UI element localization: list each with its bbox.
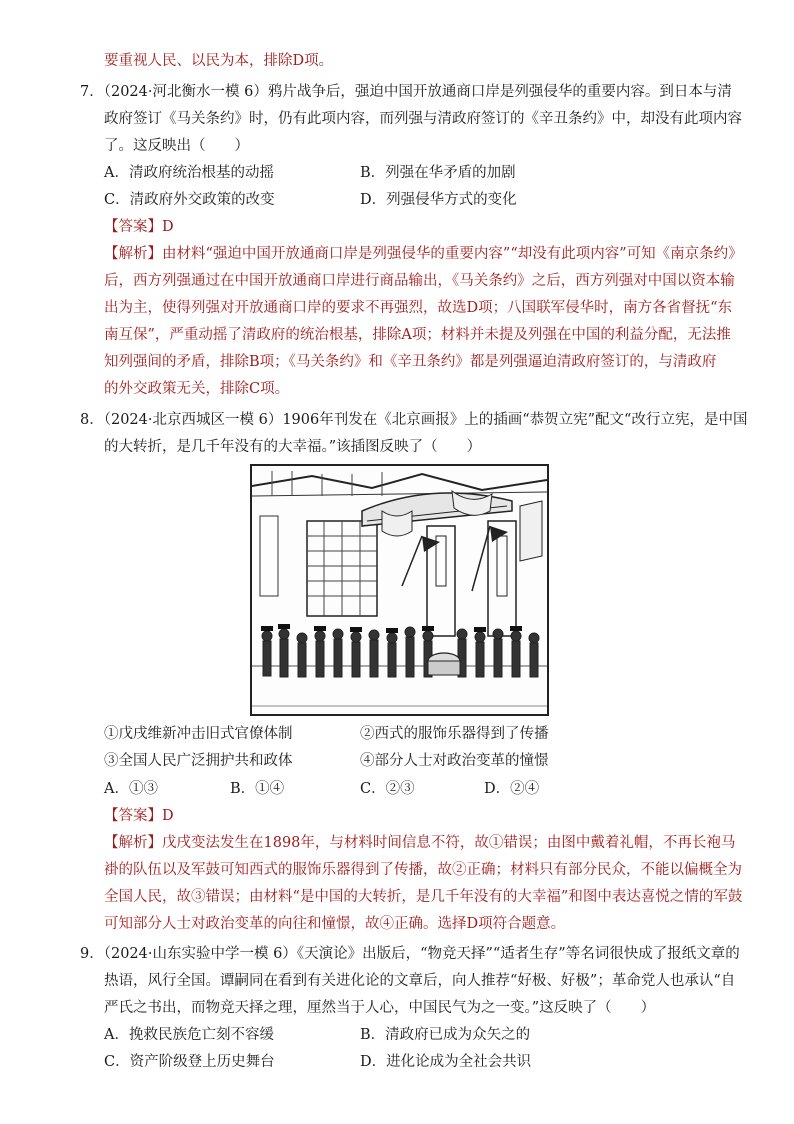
q7-analysis-text-1: 由材料“强迫中国开放通商口岸是列强侵华的重要内容”“却没有此项内容”可知《南京条约》 <box>162 246 743 262</box>
q9-option-c: C．资产阶级登上历史舞台 <box>104 1054 275 1070</box>
q7-analysis-label: 【解析】 <box>104 246 162 262</box>
q9-stem-line-1: 9．（2024·山东实验中学一模 6）《天演论》出版后，“物竞天择”“适者生存”等名词很快成了报纸文章的 <box>80 946 740 962</box>
q9-option-a: A．挽救民族危亡刻不容缓 <box>104 1027 274 1043</box>
historical-illustration <box>250 464 549 716</box>
q8-statement-2: ②西式的服饰乐器得到了传播 <box>360 726 549 742</box>
parade-sketch <box>252 466 547 714</box>
prev-analysis-tail: 要重视人民、以民为本，排除D项。 <box>104 53 334 69</box>
q7-stem-line-2: 政府签订《马关条约》时，仍有此项内容，而列强与清政府签订的《辛丑条约》中，却没有此项内容 <box>104 111 742 127</box>
q7-option-c: C．清政府外交政策的改变 <box>104 192 275 208</box>
q7-analysis-line-3: 出为主，使得列强对开放通商口岸的要求不再强烈，故选D项；八国联军侵华时，南方各省督抚“东 <box>104 300 733 316</box>
q7-option-a: A．清政府统治根基的动摇 <box>104 165 274 181</box>
q7-analysis-line-5: 知列强间的矛盾，排除B项；《马关条约》和《辛丑条约》都是列强逼迫清政府签订的，与清政府 <box>104 354 717 370</box>
q8-analysis-line-2: 褂的队伍以及军鼓可知西式的服饰乐器得到了传播，故②正确；材料只有部分民众，不能以偏概全为 <box>104 862 742 878</box>
q8-option-d: D．②④ <box>484 781 540 797</box>
q7-answer-label: 【答案】 <box>104 219 162 235</box>
q7-answer-value: D <box>162 219 174 235</box>
q8-answer-label: 【答案】 <box>104 808 162 824</box>
q8-analysis-line-3: 全国人民，故③错误；由材料“是中国的大转折，是几千年没有的大幸福”和图中表达喜悦之情的军鼓 <box>104 889 743 905</box>
q8-option-a: A．①③ <box>104 781 158 797</box>
q8-answer <box>104 806 174 826</box>
q8-option-b: B．①④ <box>230 781 285 797</box>
q7-answer <box>104 217 174 237</box>
q9-stem-line-2: 热语，风行全国。谭嗣同在看到有关进化论的文章后，向人推荐“好极、好极”；革命党人也承认“自 <box>104 973 736 989</box>
q8-statement-4: ④部分人士对政治变革的憧憬 <box>360 753 549 769</box>
q8-stem-line-1: 8．（2024·北京西城区一模 6）1906年刊发在《北京画报》上的插画“恭贺立宪”配文“改行立宪，是中国 <box>80 412 748 428</box>
q7-option-b: B．列强在华矛盾的加剧 <box>360 165 516 181</box>
q7-analysis-line-4: 南互保”，严重动摇了清政府的统治根基，排除A项；材料并未提及列强在中国的利益分配，无法推 <box>104 327 731 343</box>
q8-analysis-text-1: 戊戌变法发生在1898年，与材料时间信息不符，故①错误；由图中戴着礼帽，不再长袍马 <box>162 835 736 851</box>
q7-stem-line-3: 了。这反映出（ ） <box>104 138 249 154</box>
q7-stem-line-1: 7．（2024·河北衡水一模 6）鸦片战争后，强迫中国开放通商口岸是列强侵华的重要内容。到日本与清 <box>80 84 732 100</box>
q8-analysis-line-1 <box>104 833 735 853</box>
q9-stem-line-3: 严氏之书出，而物竞天择之理，厘然当于人心，中国民气为之一变。”这反映了（ ） <box>104 1000 656 1016</box>
q8-analysis-label: 【解析】 <box>104 835 162 851</box>
q9-option-d: D．进化论成为全社会共识 <box>360 1054 532 1070</box>
q8-statement-1: ①戊戌维新冲击旧式官僚体制 <box>104 726 293 742</box>
q8-option-c: C．②③ <box>360 781 415 797</box>
q9-option-b: B．清政府已成为众矢之的 <box>360 1027 531 1043</box>
q8-stem-line-2: 的大转折，是几千年没有的大幸福。”该插图反映了（ ） <box>104 439 482 455</box>
q7-analysis-line-1 <box>104 244 743 264</box>
q7-analysis-line-6: 的外交政策无关，排除C项。 <box>104 381 290 397</box>
q8-analysis-line-4: 可知部分人士对政治变革的向往和憧憬，故④正确。选择D项符合题意。 <box>104 916 566 932</box>
q8-answer-value: D <box>162 808 174 824</box>
q8-statement-3: ③全国人民广泛拥护共和政体 <box>104 753 293 769</box>
q7-option-d: D．列强侵华方式的变化 <box>360 192 517 208</box>
q7-analysis-line-2: 后，西方列强通过在中国开放通商口岸进行商品输出，《马关条约》之后，西方列强对中国以资本输 <box>104 273 735 289</box>
